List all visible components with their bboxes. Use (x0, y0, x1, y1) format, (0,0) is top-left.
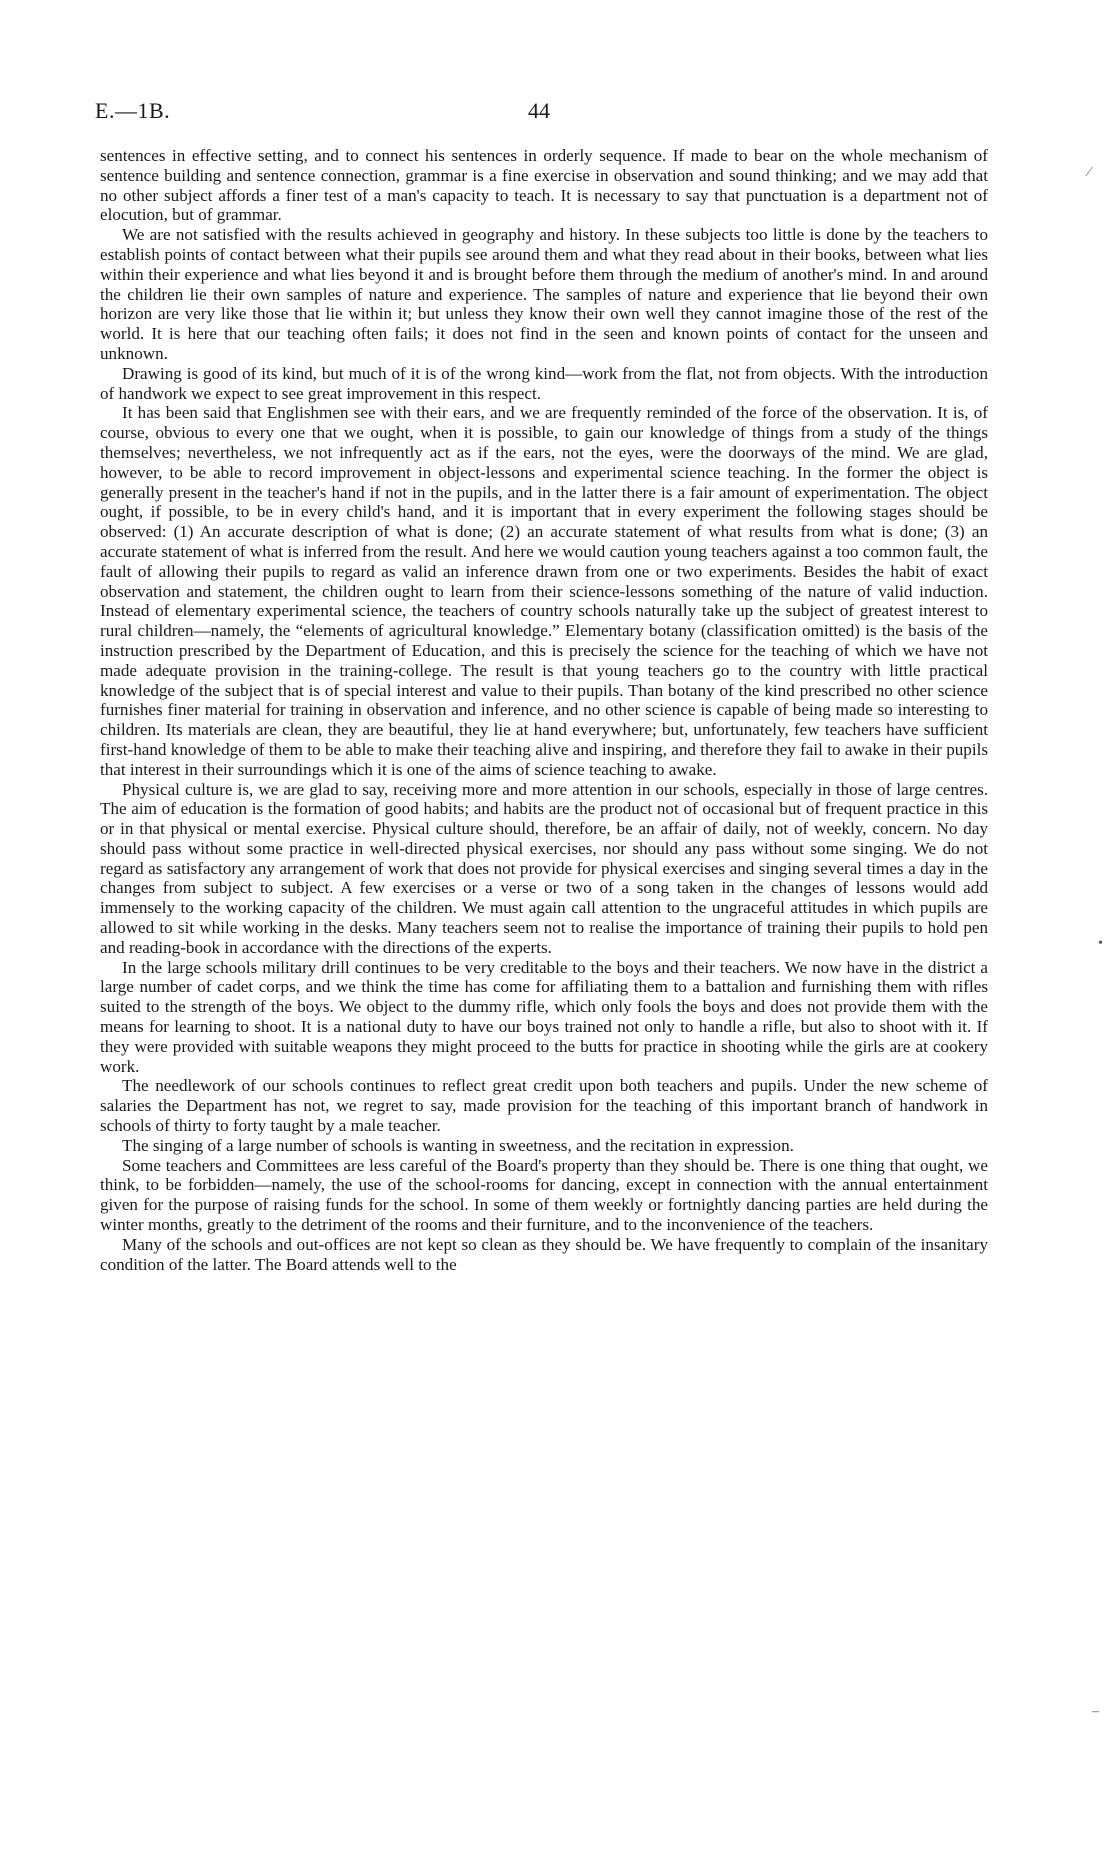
paragraph-physical-culture: Physical culture is, we are glad to say, receiving more and more attention in our schools, especially in those of large centres. The aim of education is the formation of good habits; and habits are the product not of occasional but of frequent practice in this or in that physical or mental exercise. Physical culture should, therefore, be an affair of daily, not of weekly, concern. No day should pass without some practice in well-directed physical exercises, nor should any pass without some singing. We do not regard as satisfactory any arrangement of work that does not provide for physical exercises and singing several times a day in the changes from subject to subject. A few exercises or a verse or two of a song taken in the changes of lessons would add immensely to the working capacity of the children. We must again call attention to the ungraceful attitudes in which pupils are allowed to sit while working in the desks. Many teachers seem not to realise the importance of training their pupils to hold pen and reading-book in accordance with the directions of the experts. (100, 779, 988, 957)
document-reference: E.—1B. (95, 98, 171, 123)
margin-mark: ⁄ (1088, 165, 1091, 180)
paragraph-needlework: The needlework of our schools continues to reflect great credit upon both teachers and pupils. Under the new scheme of salaries the Department has not, we regret to say, made provision for the teaching of this important branch of handwork in schools of thirty to forty taught by a male teacher. (100, 1076, 988, 1136)
margin-mark: • (1098, 936, 1103, 951)
page-header (95, 98, 995, 128)
paragraph-geography-history: We are not satisfied with the results achieved in geography and history. In these subjects too little is done by the teachers to establish points of contact between what their pupils see around them and what they read about in their books, between what lies within their experience and what lies beyond it and is brought before them through the medium of another's mind. In and around the children lie their own samples of nature and experience. The samples of nature and experience that lie beyond their own horizon are very like those that lie within it; but unless they know their own well they cannot imagine those of the rest of the world. It is here that our teaching often fails; it does not find in the seen and known points of contact for the unseen and unknown. (100, 225, 988, 363)
paragraph-science-teaching: It has been said that Englishmen see with their ears, and we are frequently reminded of the force of the observation. It is, of course, obvious to every one that we ought, when it is possible, to gain our knowledge of things from a study of the things themselves; nevertheless, we not infrequently act as if the ears, not the eyes, were the doorways of the mind. We are glad, however, to be able to record improvement in object-lessons and experimental science teaching. In the former the object is generally present in the teacher's hand if not in the pupils, and in the latter there is a fair amount of experimentation. The object ought, if possible, to be in every child's hand, and it is important that in every experiment the following stages should be observed: (1) An accurate description of what is done; (2) an accurate statement of what results from what is done; (3) an accurate statement of what is inferred from the result. And here we would caution young teachers against a too common fault, the fault of allowing their pupils to regard as valid an inference drawn from one or two experiments. Besides the habit of exact observation and statement, the children ought to learn from their science-lessons something of the nature of valid induction. Instead of elementary experimental science, the teachers of country schools naturally take up the subject of greatest interest to rural children—namely, the “elements of agricultural knowledge.” Elementary botany (classification omitted) is the basis of the instruction prescribed by the Department of Education, and this is precisely the science for the teaching of which we have not made adequate provision in the training-college. The result is that young teachers go to the country with little practical knowledge of the subject that is of special interest and value to their pupils. Than botany of the kind prescribed no other science furnishes finer material for training in observation and inference, and no other science is capable of being made so interesting to children. Its materials are clean, they are beautiful, they lie at hand everywhere; but, unfortunately, few teachers have sufficient first-hand knowledge of them to be able to make their teaching alive and inspiring, and therefore they fail to awake in their pupils that interest in their surroundings which it is one of the aims of science teaching to awake. (100, 403, 988, 779)
paragraph-cleanliness: Many of the schools and out-offices are not kept so clean as they should be. We have frequently to complain of the insanitary condition of the latter. The Board attends well to the (100, 1234, 988, 1274)
paragraph-school-rooms: Some teachers and Committees are less careful of the Board's property than they should be. There is one thing that ought, we think, to be forbidden—namely, the use of the school-rooms for dancing, except in connection with the annual entertainment given for the purpose of raising funds for the school. In some of them weekly or fortnightly dancing parties are held during the winter months, greatly to the detriment of the rooms and their furniture, and to the inconvenience of the teachers. (100, 1155, 988, 1235)
paragraph-drawing: Drawing is good of its kind, but much of it is of the wrong kind—work from the flat, not from objects. With the introduction of handwork we expect to see great improvement in this respect. (100, 363, 988, 403)
paragraph-singing: The singing of a large number of schools is wanting in sweetness, and the recitation in expression. (122, 1135, 794, 1155)
paragraph-grammar: sentences in effective setting, and to connect his sentences in orderly sequence. If made to bear on the whole mechanism of sentence building and sentence connection, grammar is a fine exercise in observation and sound thinking; and we may add that no other subject affords a finer test of a man's capacity to teach. It is necessary to say that punctuation is a department not of elocution, but of grammar. (100, 146, 988, 225)
margin-mark: – (1092, 1704, 1099, 1719)
body-text (100, 146, 988, 1274)
page-number: 44 (528, 98, 550, 123)
paragraph-military-drill: In the large schools military drill continues to be very creditable to the boys and their teachers. We now have in the district a large number of cadet corps, and we think the time has come for affiliating them to a battalion and furnishing them with rifles suited to the strength of the boys. We object to the dummy rifle, which only fools the boys and does not provide them with the means for learning to shoot. It is a national duty to have our boys trained not only to handle a rifle, but also to shoot with it. If they were provided with suitable weapons they might proceed to the butts for practice in shooting while the girls are at cookery work. (100, 957, 988, 1076)
